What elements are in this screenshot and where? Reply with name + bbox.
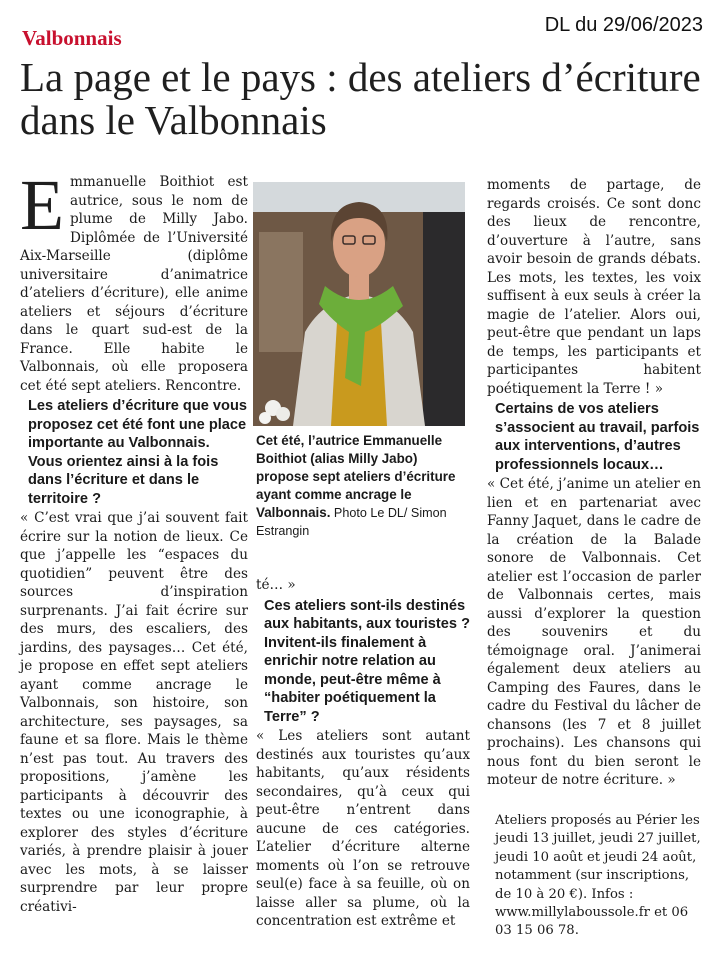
drop-cap: E: [20, 165, 64, 245]
photo-window: [259, 232, 303, 352]
article-column-1: [20, 165, 248, 916]
answer-1-continuation: té… »: [256, 577, 296, 593]
interview-question-2: Ces ateliers sont-ils destinés aux habitants, aux touristes ? Invitent-ils finalement à enrichir notre relation au monde, peut-être même à “habiter poétiquement la Terre” ?: [264, 597, 470, 725]
interview-question-3: Certains de vos ateliers s’associent au travail, parfois aux interventions, d’autres professionnels locaux…: [495, 401, 700, 473]
interview-question-1: Les ateliers d’écriture que vous proposez cet été font une place importante au Valbonnais. Vous orientez ainsi à la fois dans l’écriture et dans le territoire ?: [28, 398, 247, 507]
article-headline: La page et le pays : des ateliers d’écriture dans le Valbonnais: [20, 54, 701, 143]
intro-paragraph: [20, 165, 248, 395]
practical-info-box: [495, 812, 707, 941]
portrait-photo: [253, 182, 465, 426]
answer-2-continuation: moments de partage, de regards croisés. Ce sont donc des lieux de rencontre, d’ouverture à l’autre, sans avoir besoin de grands débats. Les mots, les textes, les voix suffisent à eux seuls à créer la magie de l’atelier. Alors oui, peut-être que pendant un laps de temps, les participants et participantes habitent poétiquement la Terre ! »: [487, 177, 701, 397]
interview-answer-3: « Cet été, j’anime un atelier en lien et en partenariat avec Fanny Jaquet, dans le cadre de la création de la Balade sonore de Valbonnais. Cet atelier est l’occasion de parler de Valbonnais certes, mais aussi d’explorer la question des souvenirs et du témoignage oral. J’animerai également deux ateliers au Camping des Faures, dans le cadre du Festival du lâcher de chansons (les 7 et 8 juillet prochains). Les chansons qui nous font du bien seront le moteur de notre écriture. »: [487, 476, 701, 788]
photo-dark-panel: [423, 212, 465, 426]
interview-answer-2: « Les ateliers sont autant destinés aux touristes qu’aux habitants, qu’aux résidents secondaires, qu’à ceux qui peut-être n’entrent dans aucune de ces catégories. L’atelier d’écriture alterne moments où l’on se retrouve seul(e) face à sa feuille, où on laisse aller sa plume, où la concentration est extrême et: [256, 728, 470, 929]
photo-credit: Photo Le DL/ Simon Estrangin: [256, 506, 447, 538]
photo-caption: [256, 432, 470, 540]
article-column-2: [256, 576, 470, 931]
interview-answer-1: « C’est vrai que j’ai souvent fait écrire sur la notion de lieux. Ce que j’appelle les “espaces du quotidien” peuvent être des sources d’inspiration surprenants. J’ai fait écrire sur des murs, des escaliers, des jardins, des paysages… Cet été, je propose en effet sept ateliers ayant comme ancrage le Valbonnais, son histoire, son architecture, ses paysages, sa faune et sa flore. Mais le thème n’est pas tout. Au travers des propositions, j’amène les participants à découvrir des textes ou une iconographie, à explorer des styles d’écriture variés, à prendre plaisir à jouer avec les mots, à se laisser surprendre par leur propre créativi-: [20, 510, 248, 915]
article-column-3: [487, 176, 701, 790]
portrait-illustration: [253, 182, 465, 426]
caption-text: Cet été, l’autrice Emmanuelle Boithiot (alias Milly Jabo) propose sept ateliers d’écriture ayant comme ancrage le Valbonnais.: [256, 433, 456, 520]
section-rubric: Valbonnais: [22, 26, 122, 50]
practical-info-text: Ateliers proposés au Périer les jeudi 13 juillet, jeudi 27 juillet, jeudi 10 août et jeudi 24 août, notamment (sur inscriptions, de 10 à 20 €). Infos : www.millylaboussole.fr et 06 03 15 06 78.: [495, 813, 701, 939]
source-stamp: DL du 29/06/2023: [544, 14, 703, 36]
intro-text: mmanuelle Boithiot est autrice, sous le nom de plume de Milly Jabo. Diplômée de l’Université Aix-Marseille (diplôme universitaire d’animatrice d’ateliers d’écriture), elle anime ateliers et séjours d’écriture dans le quart sud-est de la France. Elle habite le Valbonnais, où elle proposera cet été sept ateliers. Rencontre.: [20, 174, 248, 394]
